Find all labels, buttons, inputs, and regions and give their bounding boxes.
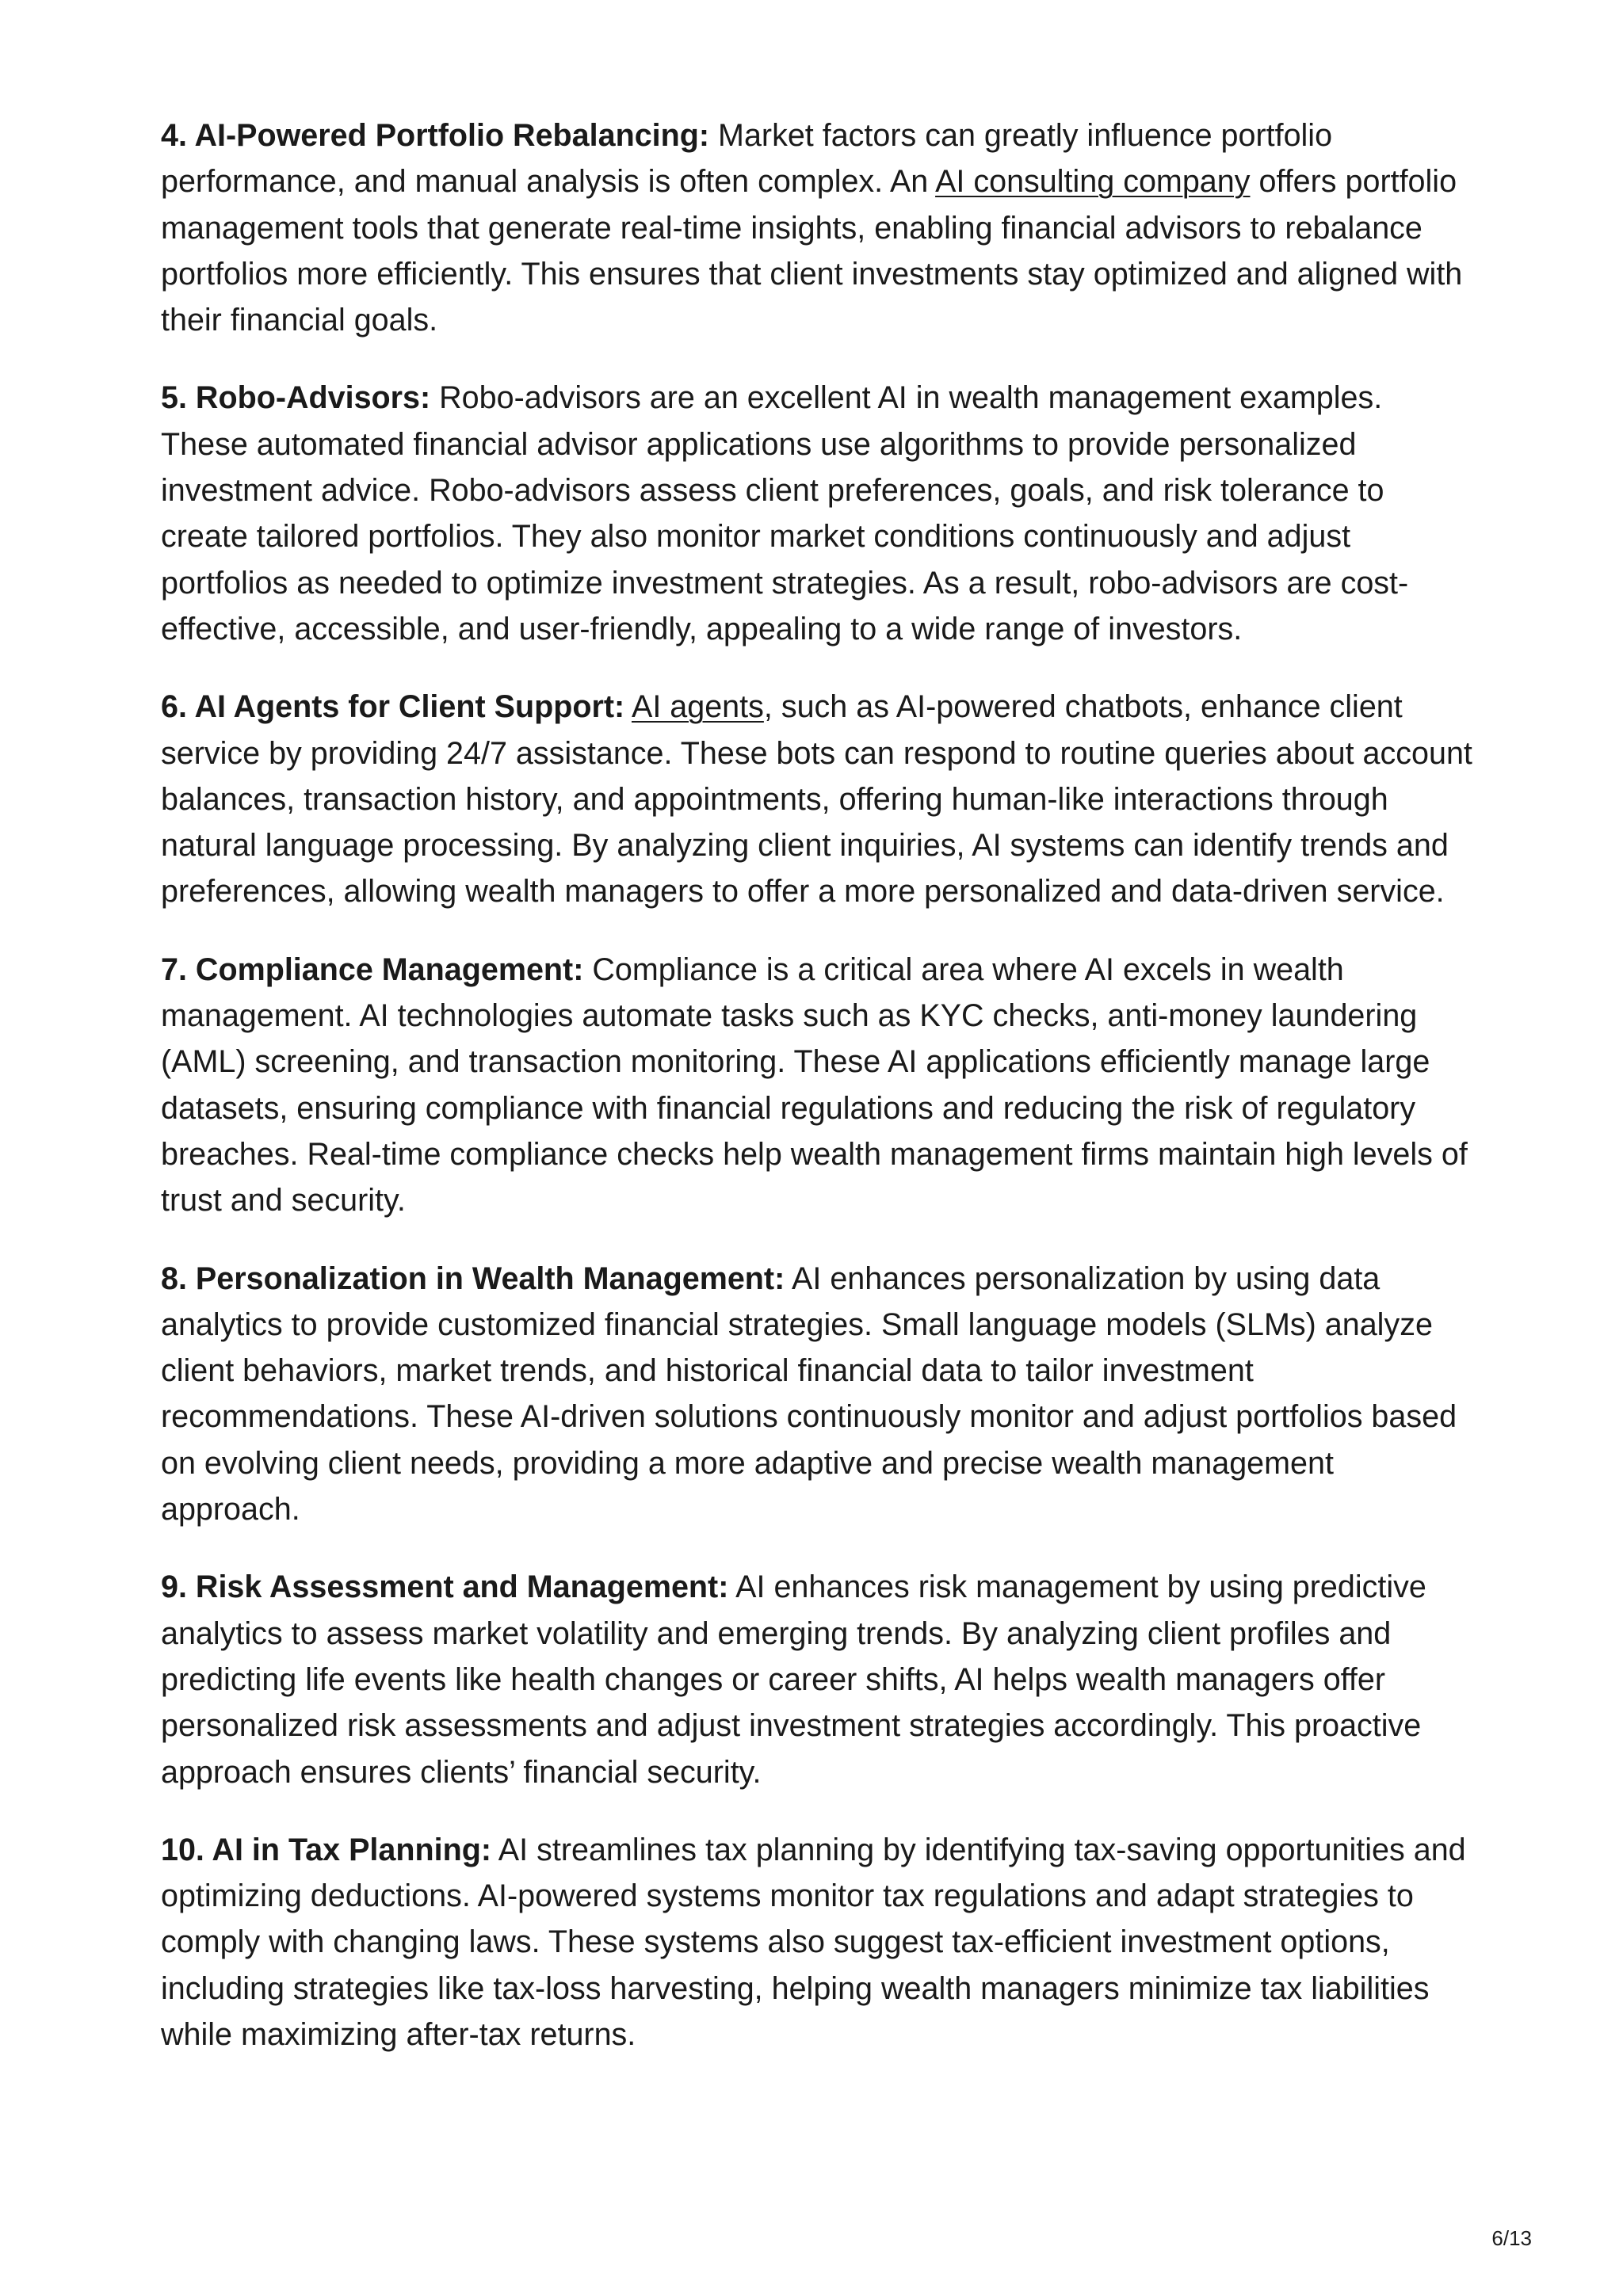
section-text: AI enhances risk management by using predictive analytics to assess market volatility and emerging trends. By analyzing client profiles and predicting life events like health changes or career shifts, AI helps wealth managers offer personalized risk assessments and adjust investment strategies accordingly. This proactive approach ensures clients’ financial security. <box>161 1569 1426 1790</box>
section-heading: 9. Risk Assessment and Management: <box>161 1569 729 1605</box>
section-heading: 6. AI Agents for Client Support: <box>161 689 625 725</box>
section-portfolio-rebalancing <box>161 113 1476 343</box>
section-text: AI enhances personalization by using data analytics to provide customized financial strategies. Small language models (SLMs) analyze client behaviors, market trends, and historical financial data to tailor investment recommendations. These AI-driven solutions continuously monitor and adjust portfolios based on evolving client needs, providing a more adaptive and precise wealth management approach. <box>161 1261 1457 1527</box>
section-ai-agents <box>161 684 1476 914</box>
section-text: AI streamlines tax planning by identifying tax-saving opportunities and optimizing deductions. AI-powered systems monitor tax regulations and adapt strategies to comply with changing laws. These systems also suggest tax-efficient investment options, including strategies like tax-loss harvesting, helping wealth managers minimize tax liabilities while maximizing after-tax returns. <box>161 1832 1466 2052</box>
section-robo-advisors <box>161 375 1476 652</box>
section-heading: 10. AI in Tax Planning: <box>161 1832 492 1867</box>
section-heading: 7. Compliance Management: <box>161 952 584 987</box>
section-text <box>624 689 632 724</box>
section-compliance-management <box>161 947 1476 1224</box>
section-personalization <box>161 1256 1476 1533</box>
section-text: offers portfolio management tools that generate real-time insights, enabling financial advisors to rebalance portfolios more efficiently. This ensures that client investments stay optimized and aligned with their financial goals. <box>161 164 1463 338</box>
section-text: Robo-advisors are an excellent AI in wealth management examples. These automated financial advisor applications use algorithms to provide personalized investment advice. Robo-advisors assess client preferences, goals, and risk tolerance to create tailored portfolios. They also monitor market conditions continuously and adjust portfolios as needed to optimize investment strategies. As a result, robo-advisors are cost-effective, accessible, and user-friendly, appealing to a wide range of investors. <box>161 380 1409 646</box>
section-heading: 4. AI-Powered Portfolio Rebalancing: <box>161 118 710 153</box>
section-text: Market factors can greatly influence portfolio performance, and manual analysis is often complex. An <box>161 118 1333 200</box>
section-tax-planning <box>161 1827 1476 2058</box>
section-heading: 5. Robo-Advisors: <box>161 380 431 416</box>
section-text: , such as AI-powered chatbots, enhance client service by providing 24/7 assistance. These bots can respond to routine queries about account balances, transaction history, and appointments, offering human-like interactions through natural language processing. By analyzing client inquiries, AI systems can identify trends and preferences, allowing wealth managers to offer a more personalized and data-driven service. <box>161 689 1472 910</box>
ai-consulting-company-link[interactable]: AI consulting company <box>935 164 1251 200</box>
ai-agents-link[interactable]: AI agents <box>631 689 764 725</box>
section-text: Compliance is a critical area where AI excels in wealth management. AI technologies automate tasks such as KYC checks, anti-money laundering (AML) screening, and transaction monitoring. These AI applications efficiently manage large datasets, ensuring compliance with financial regulations and reducing the risk of regulatory breaches. Real-time compliance checks help wealth management firms maintain high levels of trust and security. <box>161 952 1468 1219</box>
section-risk-assessment <box>161 1564 1476 1794</box>
page-number: 6/13 <box>1491 2226 1532 2250</box>
section-heading: 8. Personalization in Wealth Management: <box>161 1261 785 1296</box>
document-body <box>161 113 1476 2089</box>
